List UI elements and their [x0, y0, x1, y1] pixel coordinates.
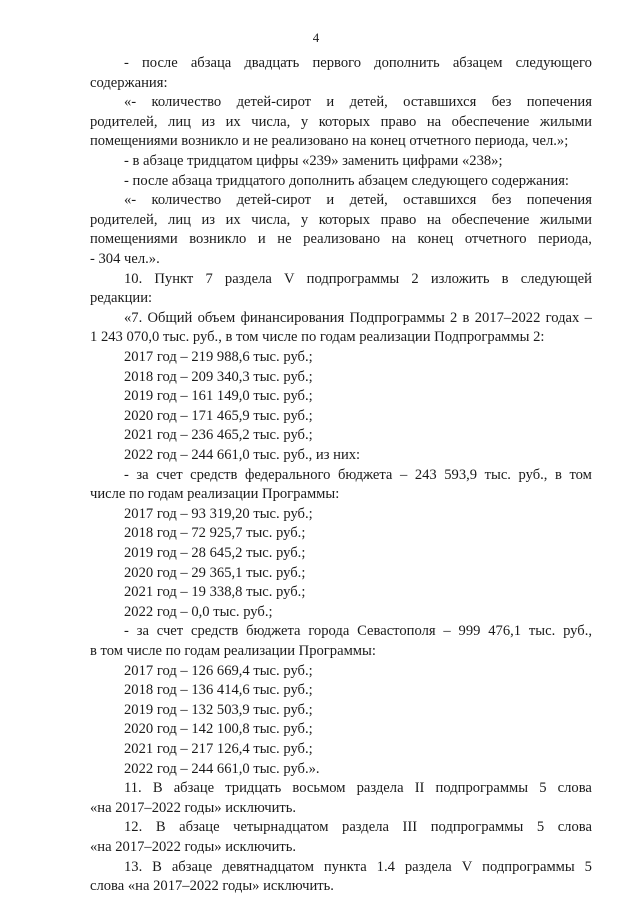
word: 7 [205, 271, 213, 287]
word: 5 [539, 780, 547, 796]
word: раздела [356, 780, 404, 796]
text-line: 2018 год – 136 414,6 тыс. руб.; [124, 682, 313, 698]
word: девятнадцатом [222, 859, 314, 875]
word: бюджета [246, 623, 301, 639]
word: абзаца [190, 55, 232, 71]
word: счет [156, 623, 184, 639]
word: 1.4 [376, 859, 395, 875]
text-line: 2020 год – 171 465,9 тыс. руб.; [124, 408, 313, 424]
word: III [402, 819, 418, 835]
text-line: 2017 год – 93 319,20 тыс. руб.; [124, 506, 313, 522]
word: города [308, 623, 350, 639]
word: конец [417, 231, 454, 247]
word: Пункт [154, 271, 194, 287]
word: на [426, 212, 442, 228]
word: 5 [536, 819, 545, 835]
text-line: - 304 чел.». [90, 251, 160, 267]
word: 5 [584, 859, 592, 875]
text-line: редакции: [90, 290, 153, 306]
word: В [152, 780, 163, 796]
word: без [491, 192, 512, 208]
word: числа, [251, 114, 291, 130]
word: V [283, 271, 295, 287]
text-line: 2021 год – 217 126,4 тыс. руб.; [124, 741, 313, 757]
word: 12. [124, 819, 143, 835]
word: раздела [404, 859, 452, 875]
word: четырнадцатом [233, 819, 329, 835]
word: периода, [538, 231, 592, 247]
word: 999 [458, 623, 481, 639]
word: В [152, 859, 162, 875]
word: «7. [124, 310, 143, 326]
word: абзаце [173, 780, 215, 796]
word: руб., [518, 467, 548, 483]
text-line: 1 243 070,0 тыс. руб., в том числе по годам реализации Подпрограммы 2: [90, 329, 545, 345]
text-line: слова «на 2017–2022 годы» исключить. [90, 878, 334, 894]
text-line [124, 779, 592, 797]
word: числа, [251, 212, 291, 228]
word: детей, [349, 94, 388, 110]
text-line [124, 270, 592, 288]
word: которых [318, 212, 371, 228]
text-line: 2022 год – 244 661,0 тыс. руб., из них: [124, 447, 361, 463]
word: детей-сирот [236, 94, 312, 110]
text-line [124, 191, 592, 209]
text-line: «на 2017–2022 годы» исключить. [90, 800, 297, 816]
word: руб., [563, 623, 592, 639]
word: Общий [147, 310, 193, 326]
word: 10. [124, 271, 143, 287]
text-line: 2019 год – 161 149,0 тыс. руб.; [124, 388, 313, 404]
word: 243 [414, 467, 437, 483]
text-line [124, 93, 592, 111]
text-line: 2018 год – 72 925,7 тыс. руб.; [124, 525, 306, 541]
word: раздела [224, 271, 272, 287]
text-line: в том числе по годам реализации Программы: [90, 643, 376, 659]
word: «- [124, 94, 137, 110]
text-line: «на 2017–2022 годы» исключить. [90, 839, 297, 855]
word: - [124, 623, 129, 639]
text-line [124, 309, 592, 327]
word: следующей [520, 271, 592, 287]
word: 11. [124, 780, 142, 796]
word: первого [312, 55, 362, 71]
word: попечения [526, 192, 592, 208]
word: жилыми [539, 212, 592, 228]
text-line: 2019 год – 132 503,9 тыс. руб.; [124, 702, 313, 718]
text-line: помещениями возникло и не реализовано на конец отчетного периода, чел.»; [90, 133, 569, 149]
text-line: содержания: [90, 75, 168, 91]
word: слова [557, 780, 592, 796]
word: количество [151, 192, 222, 208]
word: - [124, 55, 129, 71]
word: дополнить [374, 55, 440, 71]
text-line: 2017 год – 219 988,6 тыс. руб.; [124, 349, 313, 365]
word: обеспечение [451, 114, 530, 130]
word: средств [190, 467, 238, 483]
word: Севастополя [357, 623, 436, 639]
word: абзацем [452, 55, 503, 71]
word: 13. [124, 859, 143, 875]
text-line: 2022 год – 0,0 тыс. руб.; [124, 604, 273, 620]
word: на [426, 114, 442, 130]
word: родителей, [90, 114, 158, 130]
word: – [443, 623, 451, 639]
word: и [257, 231, 266, 247]
word: без [491, 94, 512, 110]
word: право [380, 212, 417, 228]
word: годах [545, 310, 580, 326]
word: количество [151, 94, 222, 110]
word: и [326, 192, 335, 208]
word: попечения [526, 94, 592, 110]
word: у [300, 212, 309, 228]
word: помещениями [90, 231, 178, 247]
word: лиц [168, 212, 191, 228]
word: федерального [244, 467, 331, 483]
word: из [201, 212, 216, 228]
word: их [225, 212, 241, 228]
text-line: 2018 год – 209 340,3 тыс. руб.; [124, 369, 313, 385]
word: оставшихся [403, 94, 477, 110]
text-line [90, 113, 592, 131]
word: оставшихся [403, 192, 477, 208]
word: отчетного [464, 231, 527, 247]
text-line [124, 54, 592, 72]
word: у [300, 114, 309, 130]
word: изложить [430, 271, 490, 287]
word: за [136, 623, 149, 639]
text-line: числе по годам реализации Программы: [90, 486, 340, 502]
word: право [380, 114, 417, 130]
word: Подпрограммы [349, 310, 445, 326]
word: жилыми [539, 114, 592, 130]
word: абзаце [179, 819, 220, 835]
page-number: 4 [312, 30, 320, 45]
word: подпрограммы [435, 780, 529, 796]
word: – [399, 467, 408, 483]
word: не [277, 231, 292, 247]
word: 2 [411, 271, 419, 287]
text-line: 2020 год – 29 365,1 тыс. руб.; [124, 565, 306, 581]
word: двадцать [244, 55, 300, 71]
word: том [569, 467, 592, 483]
word: возникло [189, 231, 247, 247]
word: из [201, 114, 216, 130]
word: В [155, 819, 166, 835]
word: пункта [323, 859, 367, 875]
word: тридцать [225, 780, 282, 796]
word: II [414, 780, 425, 796]
word: в [501, 271, 509, 287]
text-line: 2022 год – 244 661,0 тыс. руб.». [124, 761, 320, 777]
word: бюджета [338, 467, 393, 483]
word: подпрограммы [482, 859, 575, 875]
text-line: - после абзаца тридцатого дополнить абзацем следующего содержания: [124, 173, 569, 189]
text-line: 2019 год – 28 645,2 тыс. руб.; [124, 545, 306, 561]
word: реализовано [303, 231, 381, 247]
word: на [391, 231, 406, 247]
word: раздела [342, 819, 389, 835]
word: средств [191, 623, 239, 639]
text-line: 2020 год – 142 100,8 тыс. руб.; [124, 721, 313, 737]
word: «- [124, 192, 137, 208]
word: следующего [515, 55, 592, 71]
word: объем [197, 310, 236, 326]
text-line [124, 622, 592, 640]
word: слова [557, 819, 592, 835]
word: родителей, [90, 212, 158, 228]
word: – [584, 310, 592, 326]
word: которых [318, 114, 371, 130]
text-line [124, 818, 592, 836]
word: после [141, 55, 178, 71]
text-line [90, 230, 592, 248]
word: финансирования [240, 310, 345, 326]
text-line [124, 858, 592, 876]
word: тыс. [528, 623, 556, 639]
word: 2017–2022 [474, 310, 541, 326]
word: детей, [349, 192, 388, 208]
word: абзаце [171, 859, 213, 875]
word: счет [156, 467, 183, 483]
word: лиц [168, 114, 191, 130]
word: в [554, 467, 562, 483]
word: в [462, 310, 470, 326]
word: тыс. [484, 467, 511, 483]
text-line: - в абзаце тридцатом цифры «239» заменить цифрами «238»; [124, 153, 503, 169]
word: 593,9 [444, 467, 478, 483]
word: детей-сирот [236, 192, 312, 208]
word: 476,1 [488, 623, 522, 639]
word: подпрограммы [430, 819, 524, 835]
word: восьмом [292, 780, 346, 796]
text-line [124, 466, 592, 484]
word: за [136, 467, 149, 483]
word: и [326, 94, 335, 110]
text-line: 2021 год – 19 338,8 тыс. руб.; [124, 584, 306, 600]
text-line [90, 211, 592, 229]
word: их [225, 114, 241, 130]
text-line: 2021 год – 236 465,2 тыс. руб.; [124, 427, 313, 443]
word: обеспечение [451, 212, 530, 228]
word: V [461, 859, 473, 875]
word: 2 [450, 310, 458, 326]
word: - [124, 467, 129, 483]
word: подпрограммы [306, 271, 400, 287]
text-line: 2017 год – 126 669,4 тыс. руб.; [124, 663, 313, 679]
